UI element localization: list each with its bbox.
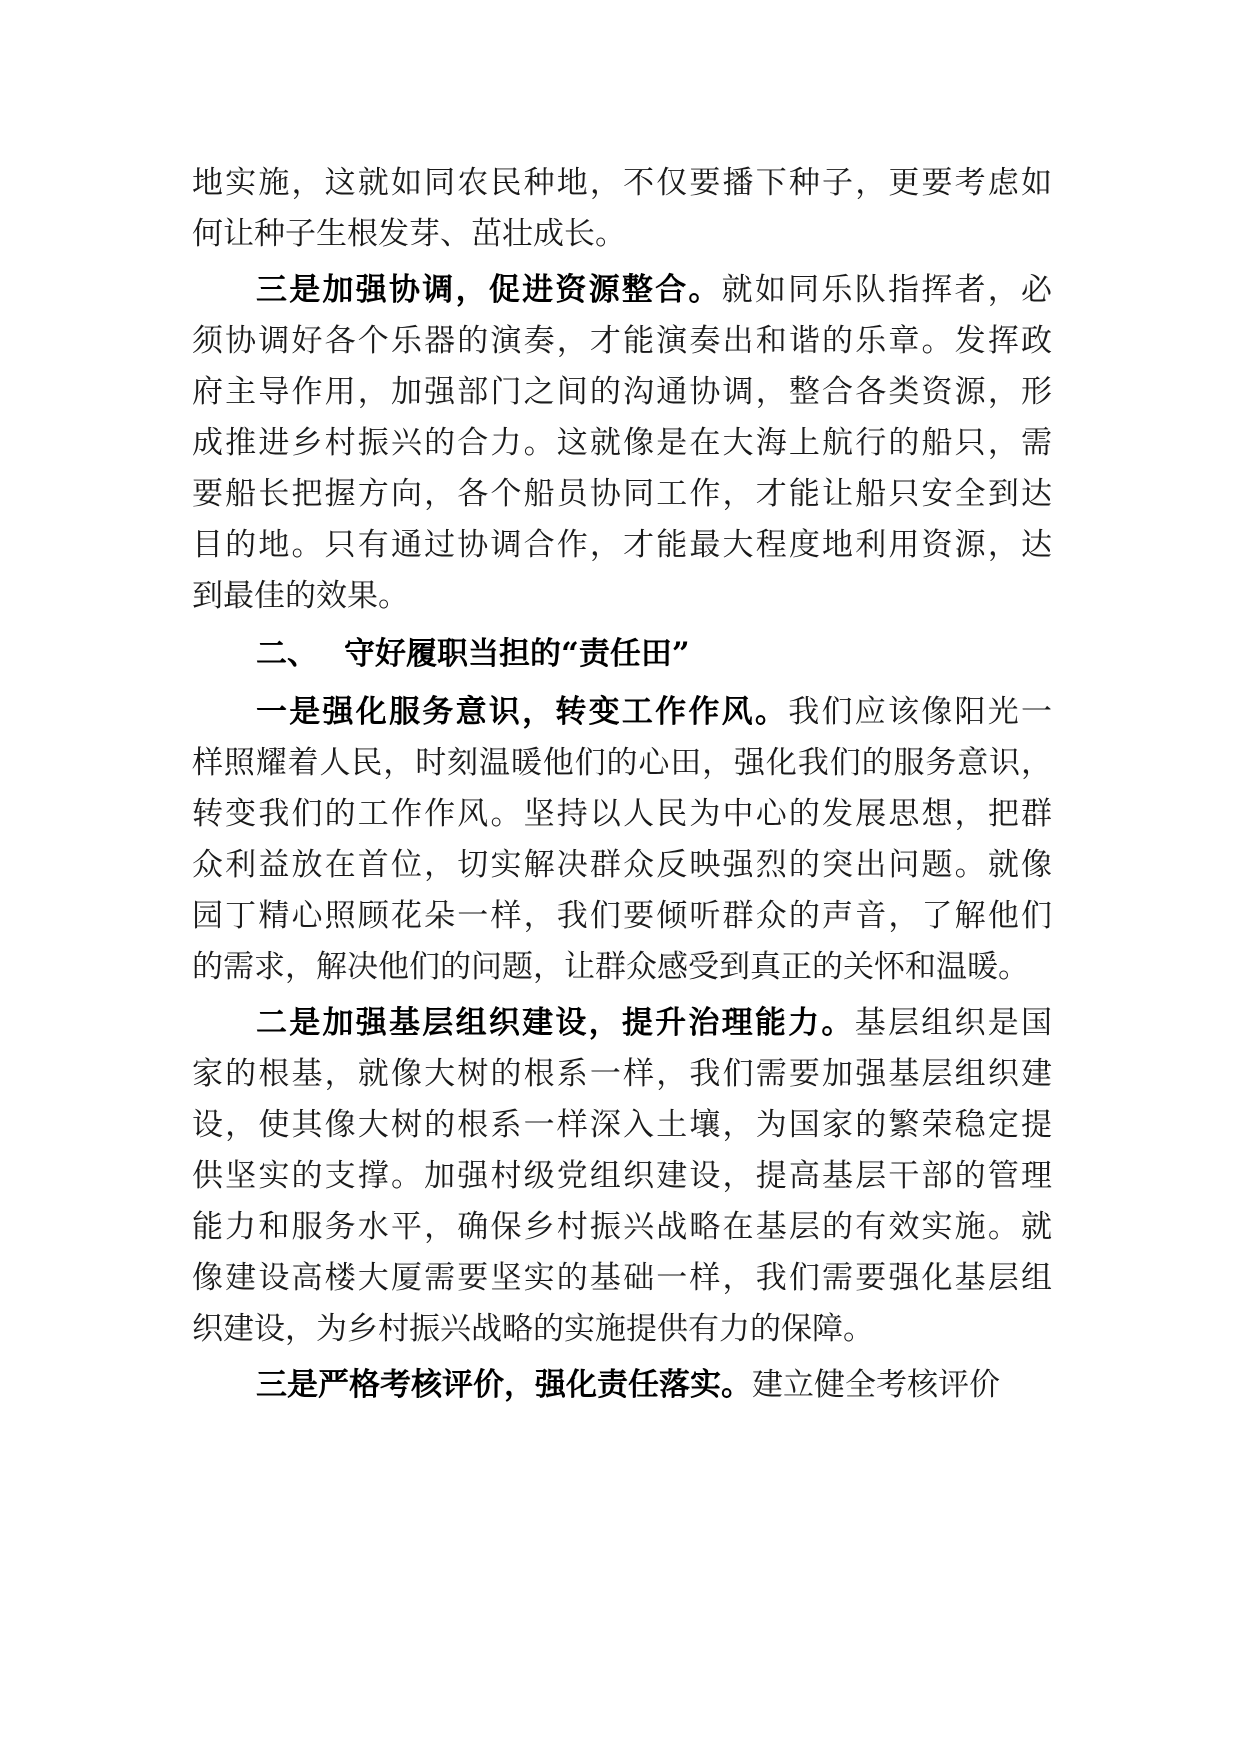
line-text: 的需求，解决他们的问题，让群众感受到真正的关怀和温暖。 [192, 949, 1029, 985]
line-text: 家的根基，就像大树的根系一样，我们需要加强基层组织建 [192, 1056, 1052, 1092]
line-text: 要船长把握方向，各个船员协同工作，才能让船只安全到达 [192, 476, 1052, 512]
section-heading [192, 627, 1052, 682]
text-line [192, 209, 1052, 260]
text-line [192, 1202, 1052, 1253]
text-line [192, 942, 1052, 993]
heading-number: 二、 [256, 636, 318, 672]
text-line [192, 840, 1052, 891]
line-text: 我们应该像阳光一 [788, 694, 1052, 730]
text-line [192, 789, 1052, 840]
line-text: 须协调好各个乐器的演奏，才能演奏出和谐的乐章。发挥政 [192, 323, 1052, 359]
text-line [192, 469, 1052, 520]
text-line [192, 998, 1052, 1049]
line-text: 园丁精心照顾花朵一样，我们要倾听群众的声音，了解他们 [192, 898, 1052, 934]
line-text: 就如同乐队指挥者，必 [721, 272, 1052, 308]
paragraph-lead: 三是严格考核评价，强化责任落实。 [256, 1367, 752, 1403]
line-text: 能力和服务水平，确保乡村振兴战略在基层的有效实施。就 [192, 1209, 1052, 1245]
text-line [192, 265, 1052, 316]
line-text: 何让种子生根发芽、茁壮成长。 [192, 216, 626, 252]
line-text: 众利益放在首位，切实解决群众反映强烈的突出问题。就像 [192, 847, 1052, 883]
line-text: 转变我们的工作作风。坚持以人民为中心的发展思想，把群 [192, 796, 1052, 832]
paragraph-lead: 二是加强基层组织建设，提升治理能力。 [256, 1005, 855, 1041]
paragraph-lead: 一是强化服务意识，转变工作作风。 [256, 694, 789, 730]
text-line [192, 1100, 1052, 1151]
text-line [192, 367, 1052, 418]
line-text: 样照耀着人民，时刻温暖他们的心田，强化我们的服务意识， [192, 745, 1052, 781]
line-text: 成推进乡村振兴的合力。这就像是在大海上航行的船只，需 [192, 425, 1052, 461]
line-text: 府主导作用，加强部门之间的沟通协调，整合各类资源，形 [192, 374, 1052, 410]
heading-title: 守好履职当担的“责任田” [344, 636, 690, 672]
text-line [192, 520, 1052, 571]
line-text: 织建设，为乡村振兴战略的实施提供有力的保障。 [192, 1311, 874, 1347]
paragraph-lead: 三是加强协调，促进资源整合。 [256, 272, 722, 308]
text-line [192, 571, 1052, 622]
text-line [192, 316, 1052, 367]
text-line [192, 1304, 1052, 1355]
text-line [192, 158, 1052, 209]
line-text: 地实施，这就如同农民种地，不仅要播下种子，更要考虑如 [192, 165, 1052, 201]
paragraph [192, 998, 1052, 1355]
text-line [192, 1049, 1052, 1100]
text-line [192, 418, 1052, 469]
line-text: 供坚实的支撑。加强村级党组织建设，提高基层干部的管理 [192, 1158, 1052, 1194]
line-text: 基层组织是国 [854, 1005, 1052, 1041]
paragraph [192, 687, 1052, 993]
line-text: 目的地。只有通过协调合作，才能最大程度地利用资源，达 [192, 527, 1052, 563]
paragraph [192, 158, 1052, 260]
text-line [192, 891, 1052, 942]
line-text: 像建设高楼大厦需要坚实的基础一样，我们需要强化基层组 [192, 1260, 1052, 1296]
text-line [192, 1253, 1052, 1304]
paragraph [192, 265, 1052, 622]
text-line [192, 1151, 1052, 1202]
text-line [192, 738, 1052, 789]
line-text: 设，使其像大树的根系一样深入土壤，为国家的繁荣稳定提 [192, 1107, 1052, 1143]
paragraph [192, 1360, 1052, 1411]
text-line [192, 687, 1052, 738]
line-text: 到最佳的效果。 [192, 578, 409, 614]
line-text: 建立健全考核评价 [752, 1367, 1000, 1403]
document-page [192, 158, 1052, 1416]
heading-line [192, 627, 1052, 682]
text-line [192, 1360, 1052, 1411]
